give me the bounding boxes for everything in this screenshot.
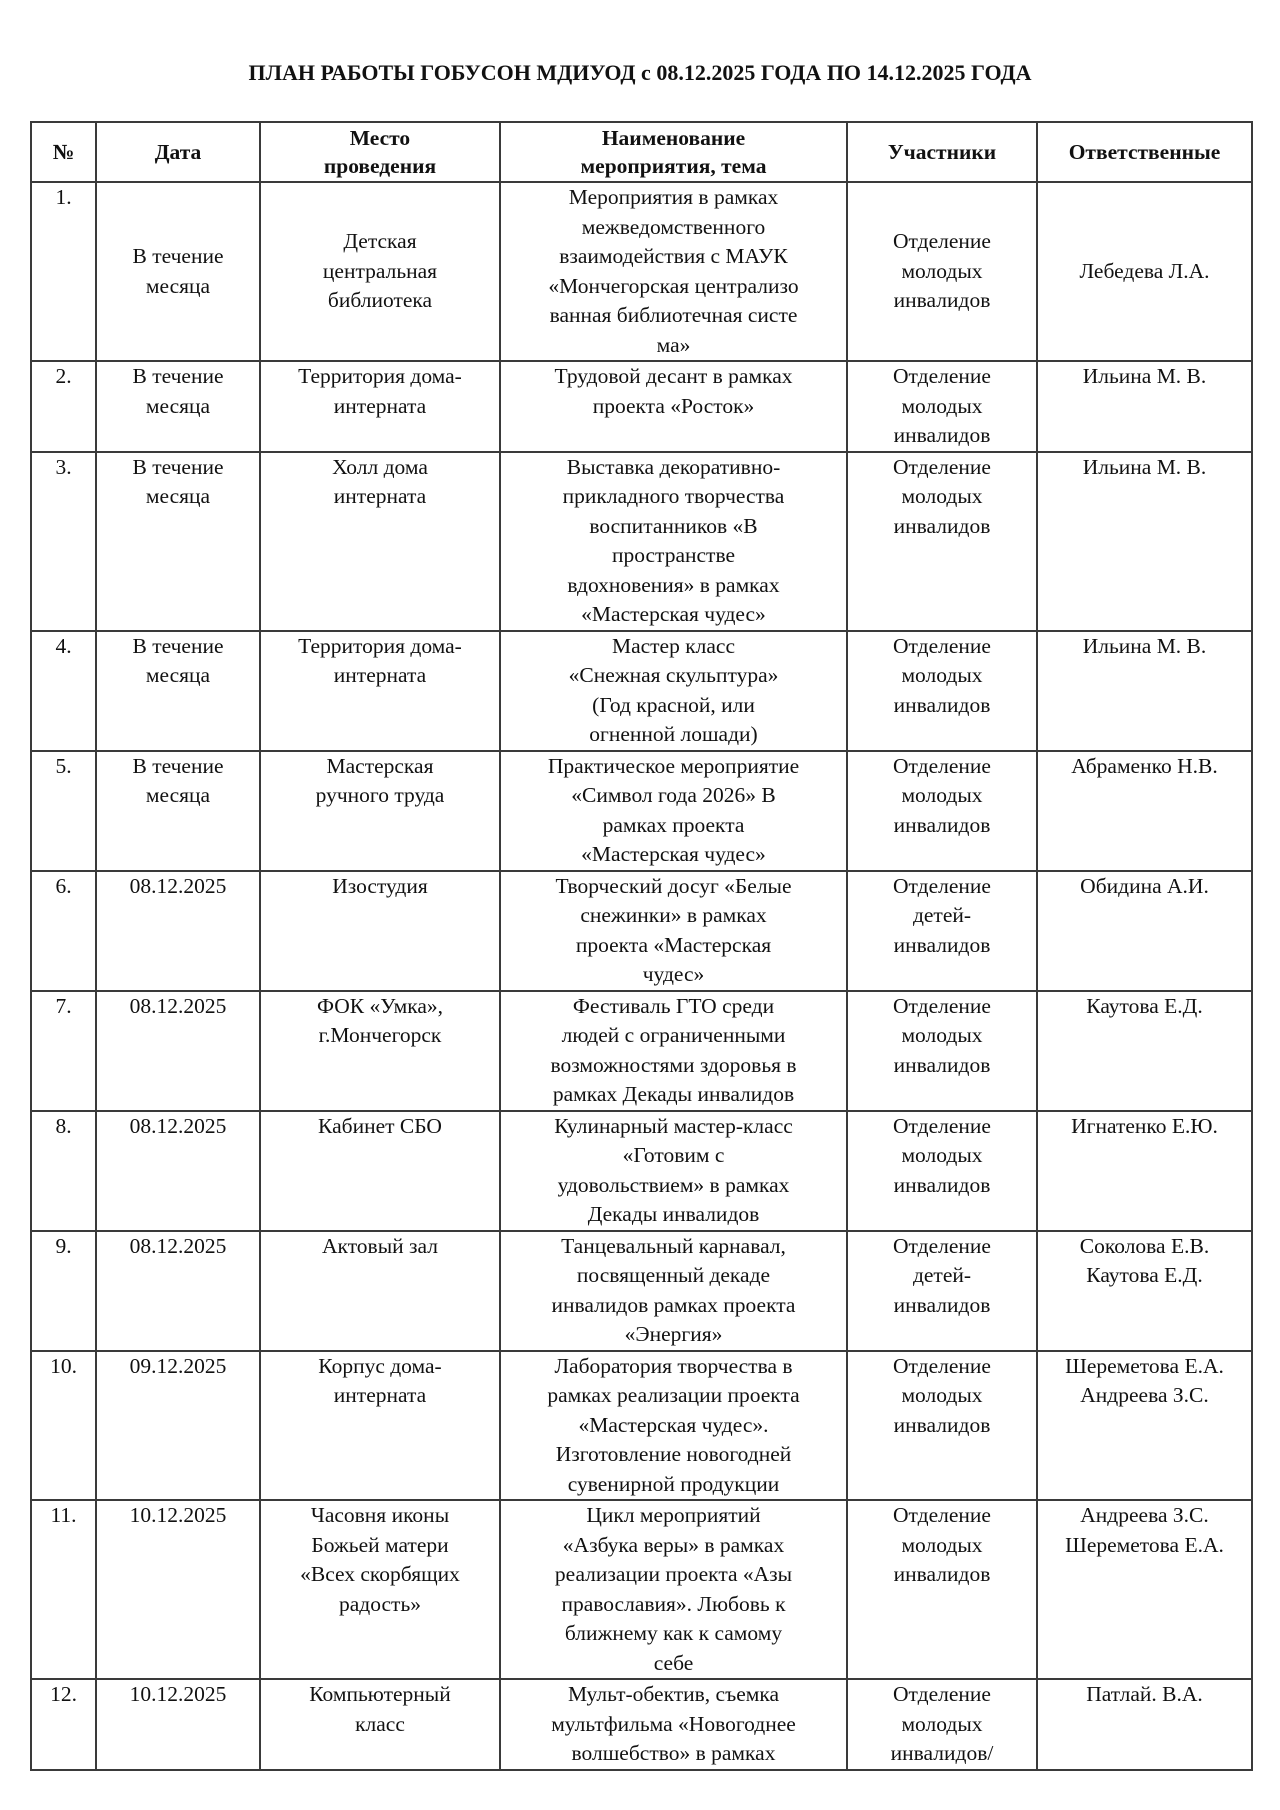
cell-responsible-line: Ильина М. В. [1082,454,1207,479]
cell-participants-line: Отделение [893,364,991,388]
cell-participants [847,631,1037,751]
cell-responsible-line: Патлай. В.А. [1086,1682,1203,1706]
cell-participants-line: инвалидов [893,288,991,313]
cell-event-name-line: себе [653,1650,694,1675]
cell-event-name-line: «Снежная скульптура» [568,663,779,687]
cell-participants-line: инвалидов [893,513,991,538]
cell-event-name-line: огненной лошади) [589,722,758,746]
header-place [260,122,500,182]
cell-event-name-line: посвященный декаде [576,1263,771,1287]
cell-participants-line: молодых [901,1383,983,1407]
cell-responsible-line: Лебедева Л.А. [1079,258,1210,283]
cell-num: 7. [31,991,96,1111]
cell-place [260,991,500,1111]
cell-responsible [1037,1679,1252,1770]
header-place-line: Место [349,126,411,150]
cell-place [260,361,500,452]
cell-event-name-line: рамках проекта [602,812,745,837]
cell-event-name [500,361,847,452]
cell-participants-line: инвалидов [893,1172,991,1197]
cell-event-name [500,1679,847,1770]
cell-place-line: Мастерская [326,753,434,778]
cell-responsible-line: Андреева З.С. [1080,1503,1209,1527]
cell-place-line: интерната [333,1383,427,1407]
cell-date-line: В течение [132,364,224,388]
table-row [31,991,1252,1111]
cell-responsible-line: Шереметова Е.А. [1065,1353,1224,1378]
table-row [31,631,1252,751]
cell-event-name-line: инвалидов рамках проекта [551,1292,796,1317]
cell-event-name-line: чудес» [642,962,705,986]
table-header-row [31,122,1252,182]
cell-date-line: месяца [145,393,211,418]
table-row [31,182,1252,361]
cell-date-line: В течение [132,244,224,268]
cell-responsible [1037,452,1252,631]
cell-responsible-line: Каутова Е.Д. [1086,993,1203,1018]
cell-event-name-line: межведомственного [581,214,766,239]
table-row [31,1500,1252,1679]
cell-place-line: класс [355,1711,405,1736]
cell-participants [847,361,1037,452]
table-row [31,1351,1252,1501]
cell-participants-line: Отделение [893,454,991,479]
cell-participants-line: молодых [901,258,983,283]
cell-responsible-line: Игнатенко Е.Ю. [1071,1113,1218,1138]
table-row [31,1231,1252,1351]
cell-place-line: Территория дома- [298,364,462,388]
cell-event-name [500,871,847,991]
cell-event-name-line: пространстве [611,543,736,567]
cell-place [260,1351,500,1501]
cell-place-line: Актовый зал [322,1233,438,1258]
cell-responsible-line: Обидина А.И. [1080,873,1209,898]
cell-date-line: 10.12.2025 [129,1682,227,1706]
cell-num: 11. [31,1500,96,1679]
header-place-line: проведения [323,154,437,178]
table-row [31,361,1252,452]
cell-participants-line: инвалидов/ [890,1741,994,1765]
table-row [31,1111,1252,1231]
table-row [31,1679,1252,1770]
cell-place-line: интерната [333,484,427,508]
cell-date-line: месяца [145,273,211,298]
cell-participants-line: инвалидов [893,423,991,447]
cell-date-line: месяца [145,484,211,508]
cell-date-line: В течение [132,753,224,778]
header-event-name [500,122,847,182]
cell-responsible-line: Ильина М. В. [1082,633,1207,658]
table-row [31,452,1252,631]
cell-place [260,182,500,361]
cell-place-line: центральная [322,258,438,283]
cell-responsible-line: Соколова Е.В. [1079,1233,1210,1258]
cell-place-line: библиотека [327,288,433,313]
cell-event-name [500,991,847,1111]
cell-date-line: 08.12.2025 [129,873,227,898]
cell-event-name [500,452,847,631]
cell-responsible-line: Абраменко Н.В. [1071,753,1218,778]
cell-event-name-line: Творческий досуг «Белые [555,873,792,898]
cell-event-name-line: «Мастерская чудес». [578,1412,769,1437]
cell-place [260,1679,500,1770]
cell-participants-line: детей- [912,903,972,927]
cell-event-name-line: Декады инвалидов [587,1202,760,1226]
cell-date-line: 10.12.2025 [129,1503,227,1527]
cell-participants [847,991,1037,1111]
cell-responsible [1037,991,1252,1111]
cell-event-name-line: Цикл мероприятий [586,1503,761,1527]
cell-participants [847,1500,1037,1679]
cell-num: 10. [31,1351,96,1501]
cell-event-name-line: Танцевальный карнавал, [561,1233,786,1258]
cell-place-line: интерната [333,393,427,418]
cell-participants-line: молодых [901,1023,983,1047]
cell-num: 5. [31,751,96,871]
cell-event-name-line: реализации проекта «Азы [554,1562,793,1586]
cell-participants-line: инвалидов [893,1412,991,1437]
cell-place-line: г.Мончегорск [318,1023,442,1047]
cell-event-name-line: Изготовление новогодней [555,1442,792,1466]
cell-place [260,1500,500,1679]
cell-event-name [500,1351,847,1501]
cell-participants-line: Отделение [893,1503,991,1527]
cell-date [96,871,260,991]
cell-place [260,452,500,631]
cell-responsible [1037,1351,1252,1501]
cell-event-name-line: Практическое мероприятие [547,753,800,778]
cell-date-line: 09.12.2025 [129,1353,227,1378]
cell-event-name-line: проекта «Мастерская [575,932,772,957]
cell-date [96,991,260,1111]
cell-event-name-line: «Энергия» [624,1322,723,1346]
cell-participants-line: инвалидов [893,1292,991,1317]
cell-event-name-line: удовольствием» в рамках [557,1172,790,1197]
cell-event-name-line: Лаборатория творчества в [554,1353,793,1378]
cell-event-name-line: воспитанников «В [589,513,758,538]
cell-event-name-line: «Мастерская чудес» [581,842,766,866]
cell-place-line: интерната [333,663,427,687]
cell-date-line: 08.12.2025 [129,1113,227,1138]
cell-responsible [1037,751,1252,871]
cell-event-name-line: Мероприятия в рамках [568,185,779,209]
page-title: ПЛАН РАБОТЫ ГОБУСОН МДИУОД с 08.12.2025 ГОДА ПО 14.12.2025 ГОДА [248,60,1032,85]
cell-place [260,751,500,871]
cell-responsible [1037,871,1252,991]
cell-event-name-line: рамках Декады инвалидов [552,1082,795,1106]
cell-event-name-line: Выставка декоративно- [566,454,781,479]
cell-num: 12. [31,1679,96,1770]
header-responsible: Ответственные [1037,122,1252,182]
cell-event-name-line: рамках реализации проекта [547,1383,800,1407]
cell-date-line: месяца [145,663,211,687]
cell-participants-line: молодых [901,1711,983,1736]
cell-place-line: Холл дома [332,454,428,479]
cell-place-line: Изостудия [332,873,428,898]
cell-participants-line: Отделение [893,753,991,778]
cell-event-name-line: возможностями здоровья в [550,1052,797,1077]
cell-event-name-line: «Мастерская чудес» [581,602,766,626]
cell-event-name-line: «Азбука веры» в рамках [562,1532,785,1557]
cell-participants-line: Отделение [893,1682,991,1706]
cell-date [96,1679,260,1770]
cell-date-line: месяца [145,783,211,807]
cell-num: 6. [31,871,96,991]
cell-event-name-line: Фестиваль ГТО среди [572,993,775,1018]
cell-event-name-line: ближнему как к самому [564,1621,783,1645]
cell-place-line: радость» [338,1591,421,1616]
cell-event-name-line: Кулинарный мастер-класс [554,1113,793,1138]
cell-date [96,751,260,871]
cell-place-line: Детская [343,229,417,254]
cell-date [96,1351,260,1501]
cell-event-name-line: ма» [656,332,691,357]
cell-place [260,1111,500,1231]
cell-event-name [500,631,847,751]
cell-event-name-line: «Готовим с [622,1143,725,1167]
cell-responsible-line: Ильина М. В. [1082,364,1207,388]
cell-num: 1. [31,182,96,361]
cell-participants-line: молодых [901,783,983,807]
cell-participants-line: молодых [901,1143,983,1167]
cell-place [260,871,500,991]
cell-responsible [1037,631,1252,751]
cell-place [260,1231,500,1351]
cell-place-line: Корпус дома- [318,1353,442,1378]
header-date: Дата [96,122,260,182]
cell-date [96,1500,260,1679]
cell-responsible [1037,1111,1252,1231]
cell-participants-line: Отделение [893,633,991,658]
cell-date-line: 08.12.2025 [129,1233,227,1258]
cell-participants [847,751,1037,871]
header-event-name-line: Наименование [601,126,746,150]
cell-responsible [1037,361,1252,452]
cell-event-name [500,1111,847,1231]
header-num: № [31,122,96,182]
cell-responsible-line: Каутова Е.Д. [1086,1263,1203,1287]
cell-date [96,452,260,631]
cell-place-line: Божьей матери [311,1532,449,1557]
cell-num: 8. [31,1111,96,1231]
cell-responsible [1037,1500,1252,1679]
cell-participants [847,871,1037,991]
cell-participants-line: молодых [901,484,983,508]
cell-event-name-line: «Символ года 2026» В [571,783,776,807]
cell-participants-line: молодых [901,393,983,418]
cell-event-name-line: вдохновения» в рамках [567,572,780,597]
cell-place [260,631,500,751]
cell-num: 2. [31,361,96,452]
cell-place-line: ручного труда [315,783,445,807]
cell-event-name-line: снежинки» в рамках [580,903,767,927]
cell-participants [847,1679,1037,1770]
cell-event-name [500,1231,847,1351]
cell-event-name-line: взаимодействия с МАУК [559,244,788,268]
cell-participants [847,182,1037,361]
cell-date [96,361,260,452]
cell-participants-line: инвалидов [893,692,991,717]
cell-participants-line: инвалидов [893,812,991,837]
cell-event-name-line: Трудовой десант в рамках [554,364,793,388]
cell-event-name-line: Мастер класс [611,633,736,658]
cell-event-name-line: проекта «Росток» [592,393,755,418]
cell-event-name-line: православия». Любовь к [561,1591,786,1616]
cell-participants-line: инвалидов [893,1562,991,1586]
cell-date [96,1111,260,1231]
cell-event-name [500,751,847,871]
cell-participants-line: Отделение [893,1233,991,1258]
cell-responsible-line: Андреева З.С. [1080,1383,1209,1407]
cell-place-line: Компьютерный [309,1682,451,1706]
cell-event-name [500,1500,847,1679]
cell-event-name-line: (Год красной, или [592,692,755,717]
cell-participants-line: Отделение [893,1353,991,1378]
cell-participants-line: Отделение [893,873,991,898]
cell-participants-line: детей- [912,1263,972,1287]
cell-responsible [1037,182,1252,361]
cell-place-line: Часовня иконы [310,1503,450,1527]
table-row [31,871,1252,991]
cell-participants-line: Отделение [893,229,991,254]
cell-date [96,631,260,751]
cell-event-name-line: мультфильма «Новогоднее [551,1711,796,1736]
cell-participants [847,452,1037,631]
cell-participants-line: инвалидов [893,1052,991,1077]
work-plan-table [30,121,1253,1771]
cell-place-line: Территория дома- [298,633,462,658]
header-participants: Участники [847,122,1037,182]
cell-participants-line: Отделение [893,993,991,1018]
cell-participants-line: инвалидов [893,932,991,957]
cell-responsible-line: Шереметова Е.А. [1065,1532,1224,1557]
cell-participants-line: молодых [901,1532,983,1557]
cell-place-line: ФОК «Умка», [317,993,443,1018]
cell-participants [847,1231,1037,1351]
cell-num: 3. [31,452,96,631]
table-body [31,182,1252,1770]
table-row [31,751,1252,871]
cell-event-name-line: «Мончегорская централизо [548,273,799,298]
cell-event-name-line: волшебство» в рамках [571,1741,776,1765]
cell-participants-line: молодых [901,663,983,687]
cell-event-name-line: Мульт-обектив, съемка [567,1682,780,1706]
cell-event-name-line: ванная библиотечная систе [549,303,798,327]
cell-date-line: 08.12.2025 [129,993,227,1018]
cell-place-line: Кабинет СБО [318,1113,442,1138]
cell-event-name-line: прикладного творчества [562,484,785,508]
cell-participants [847,1111,1037,1231]
cell-date-line: В течение [132,454,224,479]
cell-date-line: В течение [132,633,224,658]
cell-date [96,182,260,361]
cell-date [96,1231,260,1351]
header-event-name-line: мероприятия, тема [580,154,767,178]
cell-num: 4. [31,631,96,751]
cell-event-name [500,182,847,361]
cell-participants [847,1351,1037,1501]
cell-num: 9. [31,1231,96,1351]
cell-event-name-line: людей с ограниченными [561,1023,786,1047]
cell-participants-line: Отделение [893,1113,991,1138]
cell-place-line: «Всех скорбящих [300,1562,460,1586]
cell-event-name-line: сувенирной продукции [567,1471,780,1496]
cell-responsible [1037,1231,1252,1351]
